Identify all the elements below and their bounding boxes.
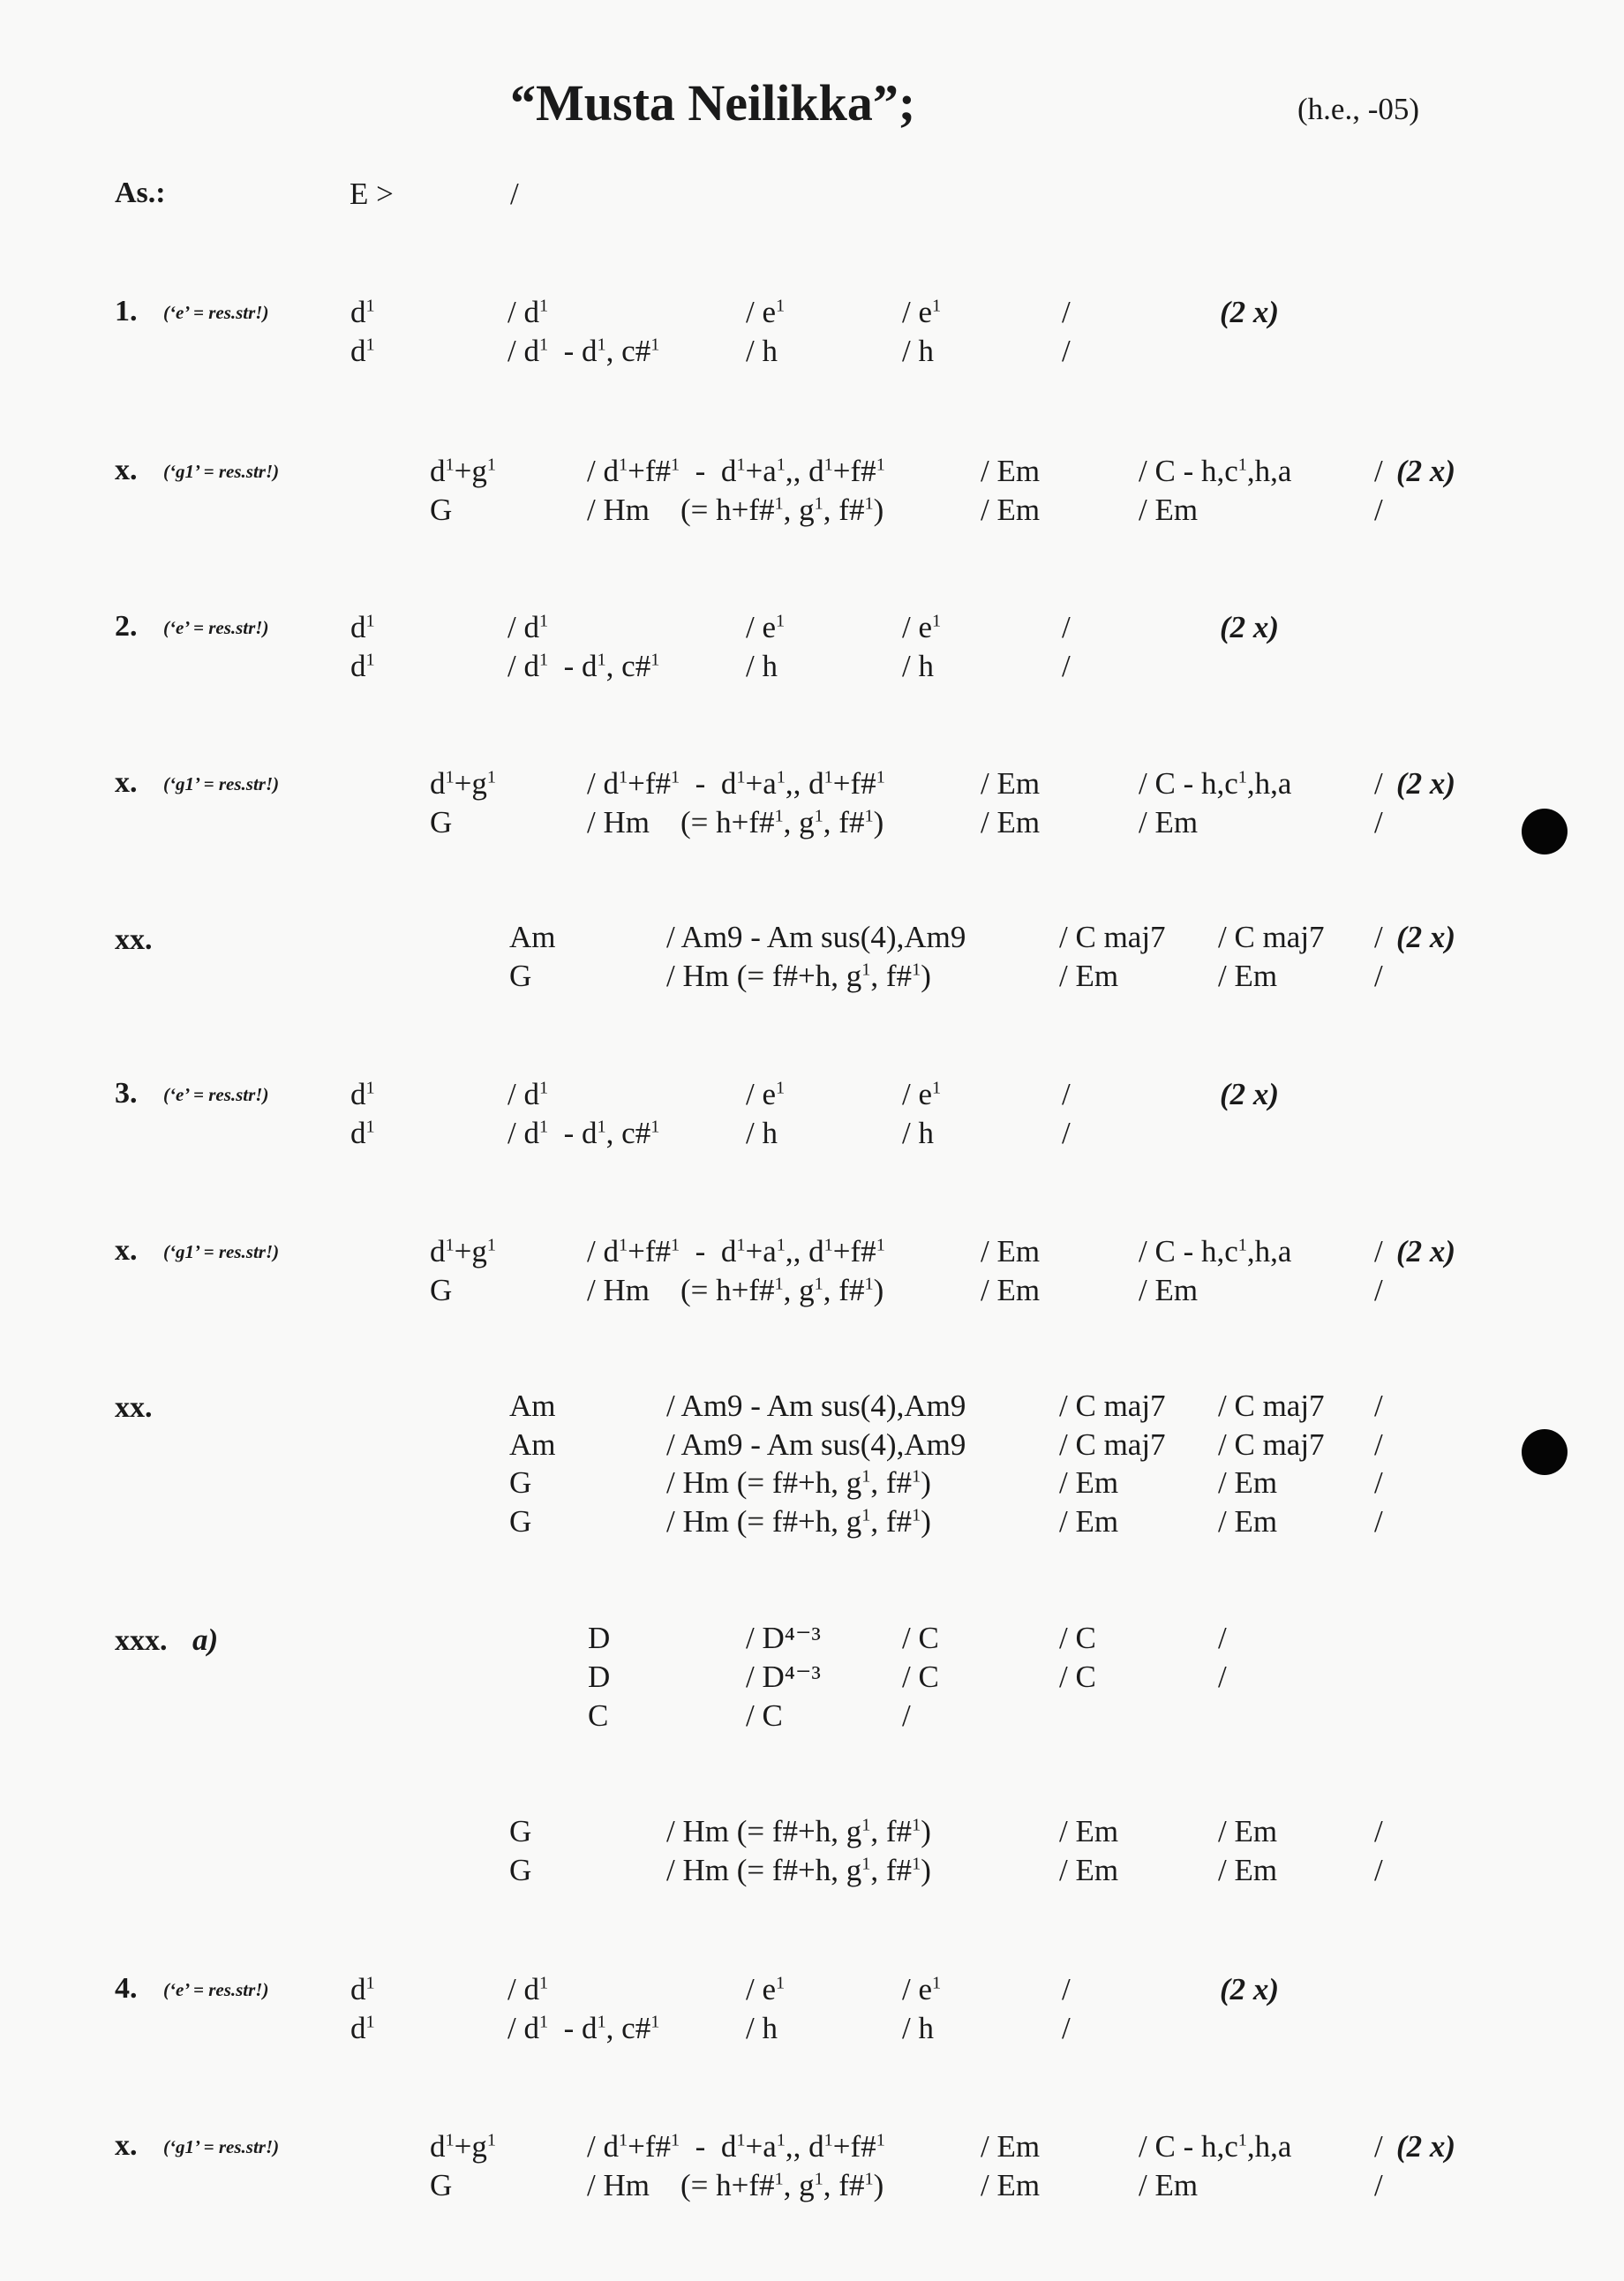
- chorus-chord: / Em: [981, 2168, 1041, 2202]
- chorus-chord: $d^1+g^1$: [430, 766, 497, 801]
- verse-chord: / h: [746, 2011, 778, 2045]
- string-note: (‘g1’ = res.str!): [163, 461, 280, 482]
- bridge-chord: / Em: [1059, 959, 1119, 993]
- intro-chord: E >: [350, 177, 394, 211]
- bridge-chord: / Em: [1218, 959, 1278, 993]
- bridge-chord: / Em: [1059, 1465, 1119, 1500]
- verse-chord: / $e^1$: [746, 1972, 786, 2006]
- chorus-chord: / $d^1+f\#^1 - d^1+a^1$,, $d^1+f\#^1$: [587, 2129, 885, 2164]
- bar-line: /: [1374, 493, 1383, 527]
- chorus-chord: / Hm (= h+f#$^1$, $g^1$, f#$^1$): [587, 1273, 884, 1307]
- repeat-mark: (2 x): [1396, 2129, 1456, 2164]
- chorus-chord: $d^1+g^1$: [430, 1234, 497, 1268]
- outro-chord: / Em: [1218, 1853, 1278, 1887]
- verse-chord: / $e^1$: [902, 1972, 942, 2006]
- outro-chord: / C: [1059, 1660, 1096, 1694]
- chorus-chord: / C - $h,c^1,h,a$: [1139, 454, 1292, 488]
- outro-chord: / Em: [1218, 1814, 1278, 1848]
- bridge-chord: G: [509, 959, 532, 993]
- bar-line: /: [1374, 1427, 1383, 1462]
- verse-chord: / h: [902, 1116, 934, 1150]
- bridge-chord: / Am9 - Am sus(4),Am9: [666, 1389, 966, 1423]
- bar-line: /: [1374, 920, 1383, 954]
- bridge-chord: / Em: [1218, 1504, 1278, 1539]
- bar-line: /: [1374, 2129, 1383, 2164]
- verse-chord: / $e^1$: [746, 295, 786, 329]
- bar-line: /: [1062, 295, 1071, 329]
- chorus-chord: / Hm (= h+f#$^1$, $g^1$, f#$^1$): [587, 493, 884, 527]
- section-sublabel: a): [192, 1622, 219, 1657]
- verse-chord: $d^1$: [350, 610, 375, 644]
- chorus-chord: G: [430, 1273, 453, 1307]
- outro-chord: C: [588, 1698, 609, 1733]
- bar-line: /: [1374, 2168, 1383, 2202]
- bar-line: /: [1374, 1273, 1383, 1307]
- bridge-chord: / C maj7: [1059, 1427, 1166, 1462]
- verse-chord: $d^1$: [350, 1116, 375, 1150]
- outro-chord: / Em: [1059, 1814, 1119, 1848]
- section-label: x.: [115, 1234, 138, 1267]
- verse-chord: / $e^1$: [902, 1077, 942, 1111]
- bridge-chord: Am: [509, 920, 556, 954]
- chorus-chord: / Hm (= h+f#$^1$, $g^1$, f#$^1$): [587, 2168, 884, 2202]
- string-note: (‘e’ = res.str!): [163, 1979, 269, 2000]
- chorus-chord: / Em: [981, 2129, 1041, 2164]
- verse-chord: $d^1$: [350, 334, 375, 368]
- section-label: 2.: [115, 610, 138, 643]
- intro-label: As.:: [115, 177, 166, 209]
- section-label: xxx.: [115, 1624, 168, 1657]
- bar-line: /: [1374, 1465, 1383, 1500]
- outro-chord: D: [588, 1621, 611, 1655]
- chorus-chord: / Em: [1139, 2168, 1199, 2202]
- bridge-chord: Am: [509, 1427, 556, 1462]
- outro-chord: / C: [1059, 1621, 1096, 1655]
- chorus-chord: / Em: [981, 454, 1041, 488]
- outro-chord: G: [509, 1853, 532, 1887]
- chorus-chord: / C - $h,c^1,h,a$: [1139, 766, 1292, 801]
- bar-line: /: [1374, 766, 1383, 801]
- bridge-chord: / C maj7: [1059, 1389, 1166, 1423]
- bridge-chord: / Hm (= f#+h, $g^1$, f#$^1$): [666, 959, 931, 993]
- punch-hole: [1522, 1429, 1568, 1475]
- bar-line: /: [510, 177, 519, 211]
- bridge-chord: / C maj7: [1218, 920, 1325, 954]
- outro-chord: / C: [746, 1698, 783, 1733]
- verse-chord: $d^1$: [350, 295, 375, 329]
- author-credit: (h.e., -05): [1297, 92, 1420, 126]
- chorus-chord: G: [430, 805, 453, 839]
- chorus-chord: / Em: [1139, 493, 1199, 527]
- verse-chord: / h: [902, 334, 934, 368]
- repeat-mark: (2 x): [1220, 610, 1280, 644]
- verse-chord: / h: [746, 1116, 778, 1150]
- section-label: x.: [115, 766, 138, 799]
- repeat-mark: (2 x): [1396, 920, 1456, 954]
- chorus-chord: / Em: [1139, 1273, 1199, 1307]
- bar-line: /: [1218, 1621, 1227, 1655]
- verse-chord: / h: [902, 649, 934, 683]
- verse-chord: / $d^1$: [508, 295, 549, 329]
- chorus-chord: / Em: [1139, 805, 1199, 839]
- outro-chord: / Hm (= f#+h, $g^1$, f#$^1$): [666, 1853, 931, 1887]
- bar-line: /: [1062, 2011, 1071, 2045]
- section-label: 3.: [115, 1077, 138, 1110]
- outro-chord: / C: [902, 1660, 939, 1694]
- verse-chord: / h: [746, 649, 778, 683]
- section-label: xx.: [115, 1391, 153, 1424]
- verse-chord: / $d^1$: [508, 610, 549, 644]
- chorus-chord: G: [430, 2168, 453, 2202]
- bridge-chord: G: [509, 1504, 532, 1539]
- verse-chord: / $d^1 - d^1$, c#$^1$: [508, 334, 660, 368]
- bar-line: /: [1062, 1972, 1071, 2006]
- chorus-chord: / Em: [981, 1273, 1041, 1307]
- bar-line: /: [902, 1698, 911, 1733]
- verse-chord: / $e^1$: [902, 610, 942, 644]
- bar-line: /: [1374, 1504, 1383, 1539]
- chorus-chord: / Em: [981, 493, 1041, 527]
- bridge-chord: / Em: [1059, 1504, 1119, 1539]
- bar-line: /: [1062, 649, 1071, 683]
- bar-line: /: [1062, 1077, 1071, 1111]
- bridge-chord: / C maj7: [1218, 1427, 1325, 1462]
- bar-line: /: [1374, 1853, 1383, 1887]
- repeat-mark: (2 x): [1396, 766, 1456, 801]
- verse-chord: / $d^1$: [508, 1972, 549, 2006]
- string-note: (‘g1’ = res.str!): [163, 2136, 280, 2157]
- chorus-chord: / Em: [981, 805, 1041, 839]
- chorus-chord: G: [430, 493, 453, 527]
- repeat-mark: (2 x): [1396, 1234, 1456, 1268]
- bar-line: /: [1374, 1389, 1383, 1423]
- string-note: (‘g1’ = res.str!): [163, 1241, 280, 1262]
- bar-line: /: [1374, 959, 1383, 993]
- bridge-chord: / Am9 - Am sus(4),Am9: [666, 920, 966, 954]
- chorus-chord: / $d^1+f\#^1 - d^1+a^1$,, $d^1+f\#^1$: [587, 766, 885, 801]
- outro-chord: / Em: [1059, 1853, 1119, 1887]
- bar-line: /: [1374, 1814, 1383, 1848]
- repeat-mark: (2 x): [1220, 295, 1280, 329]
- bridge-chord: / C maj7: [1218, 1389, 1325, 1423]
- bar-line: /: [1218, 1660, 1227, 1694]
- string-note: (‘e’ = res.str!): [163, 302, 269, 323]
- bar-line: /: [1374, 1234, 1383, 1268]
- verse-chord: / $e^1$: [746, 610, 786, 644]
- verse-chord: / $e^1$: [746, 1077, 786, 1111]
- bar-line: /: [1062, 610, 1071, 644]
- verse-chord: $d^1$: [350, 2011, 375, 2045]
- chorus-chord: / C - $h,c^1,h,a$: [1139, 1234, 1292, 1268]
- verse-chord: / h: [902, 2011, 934, 2045]
- bar-line: /: [1374, 454, 1383, 488]
- chorus-chord: $d^1+g^1$: [430, 2129, 497, 2164]
- bridge-chord: / C maj7: [1059, 920, 1166, 954]
- string-note: (‘e’ = res.str!): [163, 617, 269, 638]
- section-label: 1.: [115, 295, 138, 327]
- page-title: “Musta Neilikka”;: [510, 74, 916, 132]
- bridge-chord: / Em: [1218, 1465, 1278, 1500]
- chorus-chord: / $d^1+f\#^1 - d^1+a^1$,, $d^1+f\#^1$: [587, 1234, 885, 1268]
- verse-chord: / $d^1 - d^1$, c#$^1$: [508, 2011, 660, 2045]
- bridge-chord: G: [509, 1465, 532, 1500]
- string-note: (‘g1’ = res.str!): [163, 773, 280, 794]
- chorus-chord: / Em: [981, 766, 1041, 801]
- verse-chord: / $d^1 - d^1$, c#$^1$: [508, 1116, 660, 1150]
- outro-chord: / C: [902, 1621, 939, 1655]
- punch-hole: [1522, 809, 1568, 854]
- repeat-mark: (2 x): [1220, 1972, 1280, 2006]
- bridge-chord: / Am9 - Am sus(4),Am9: [666, 1427, 966, 1462]
- verse-chord: / $e^1$: [902, 295, 942, 329]
- repeat-mark: (2 x): [1396, 454, 1456, 488]
- chorus-chord: / $d^1+f\#^1 - d^1+a^1$,, $d^1+f\#^1$: [587, 454, 885, 488]
- string-note: (‘e’ = res.str!): [163, 1084, 269, 1105]
- bar-line: /: [1374, 805, 1383, 839]
- outro-chord: / D⁴⁻³: [746, 1660, 821, 1694]
- bridge-chord: / Hm (= f#+h, $g^1$, f#$^1$): [666, 1465, 931, 1500]
- verse-chord: $d^1$: [350, 1972, 375, 2006]
- bar-line: /: [1062, 334, 1071, 368]
- outro-chord: D: [588, 1660, 611, 1694]
- verse-chord: / $d^1$: [508, 1077, 549, 1111]
- repeat-mark: (2 x): [1220, 1077, 1280, 1111]
- chorus-chord: / Em: [981, 1234, 1041, 1268]
- section-label: xx.: [115, 923, 153, 956]
- chorus-chord: $d^1+g^1$: [430, 454, 497, 488]
- section-label: x.: [115, 454, 138, 486]
- outro-chord: / Hm (= f#+h, $g^1$, f#$^1$): [666, 1814, 931, 1848]
- chorus-chord: / C - $h,c^1,h,a$: [1139, 2129, 1292, 2164]
- verse-chord: / h: [746, 334, 778, 368]
- outro-chord: / D⁴⁻³: [746, 1621, 821, 1655]
- verse-chord: $d^1$: [350, 649, 375, 683]
- section-label: 4.: [115, 1972, 138, 2005]
- bridge-chord: Am: [509, 1389, 556, 1423]
- outro-chord: G: [509, 1814, 532, 1848]
- section-label: x.: [115, 2129, 138, 2162]
- verse-chord: $d^1$: [350, 1077, 375, 1111]
- chorus-chord: / Hm (= h+f#$^1$, $g^1$, f#$^1$): [587, 805, 884, 839]
- bridge-chord: / Hm (= f#+h, $g^1$, f#$^1$): [666, 1504, 931, 1539]
- verse-chord: / $d^1 - d^1$, c#$^1$: [508, 649, 660, 683]
- bar-line: /: [1062, 1116, 1071, 1150]
